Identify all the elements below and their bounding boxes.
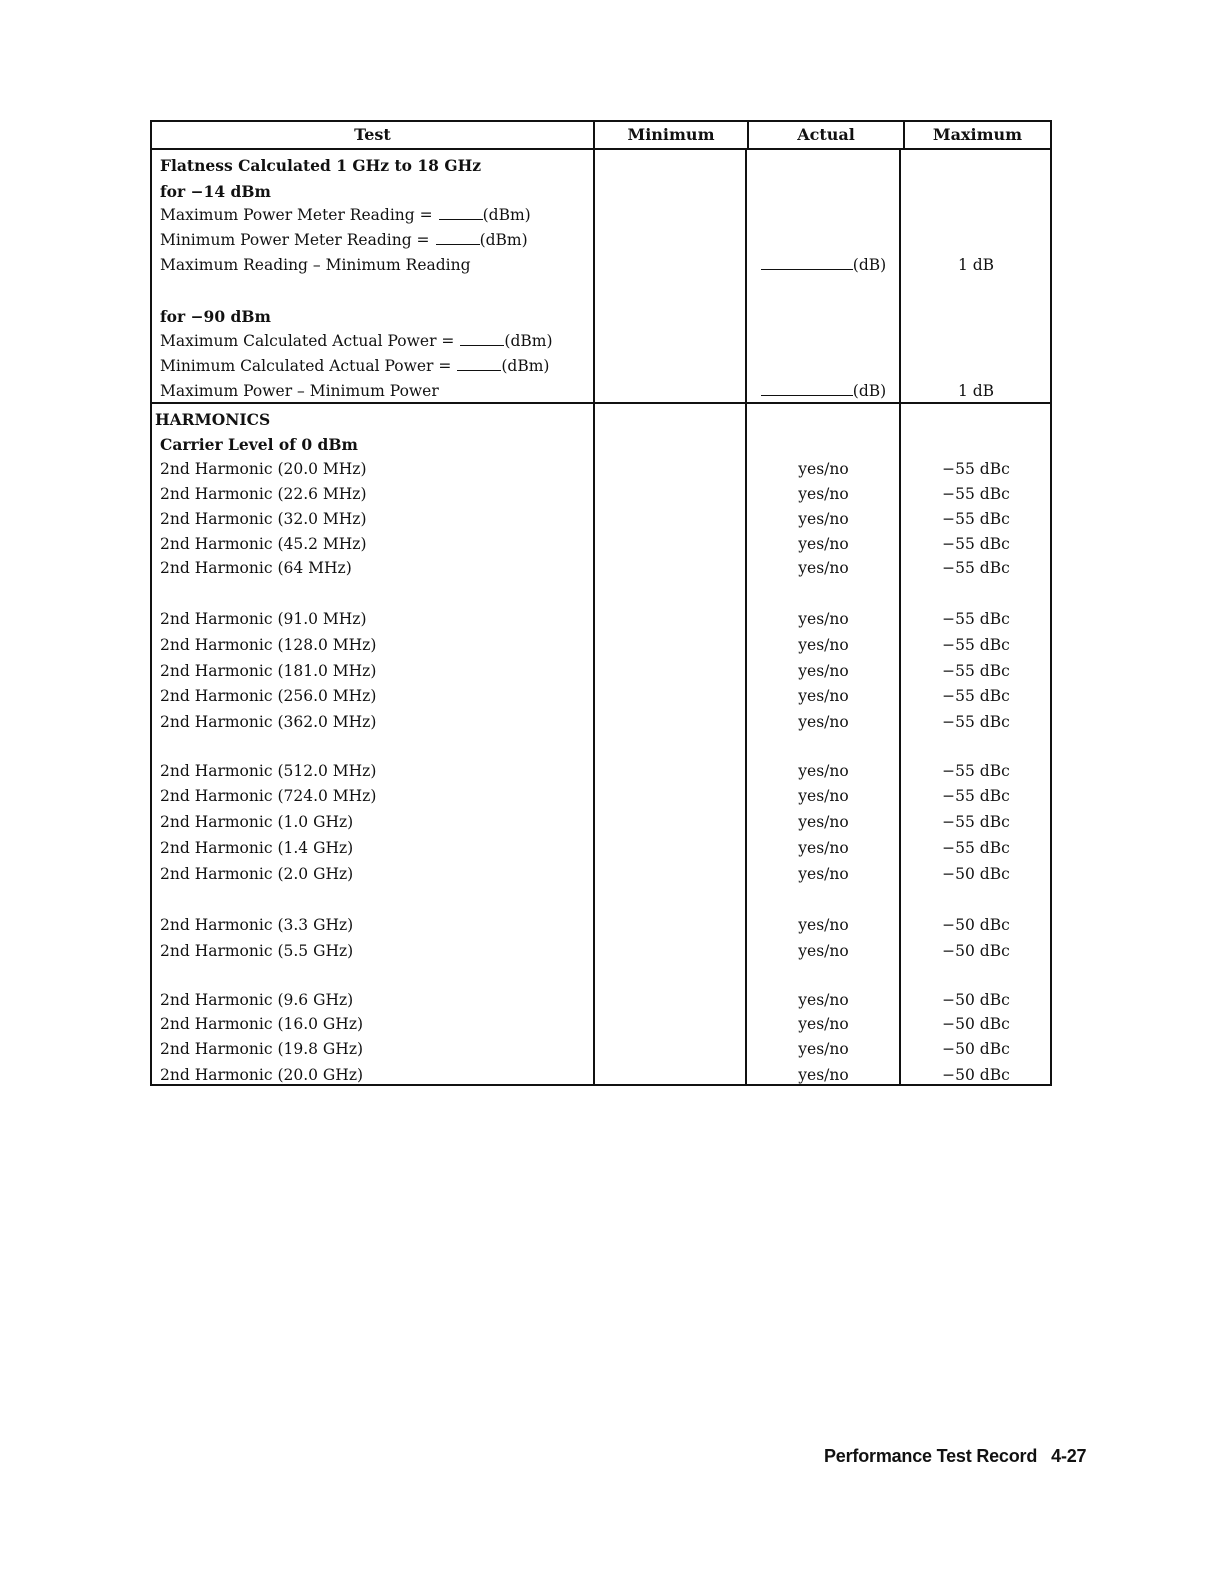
- page-footer: [824, 1446, 1086, 1467]
- harmonic-row: [152, 510, 1050, 532]
- harmonic-row: [152, 687, 1050, 709]
- header-test: Test: [152, 122, 595, 148]
- harmonic-test-label: 2nd Harmonic (16.0 GHz): [160, 1015, 364, 1033]
- harmonic-row: [152, 787, 1050, 809]
- harmonic-max: −55 dBc: [942, 510, 1010, 528]
- harmonic-row: [152, 485, 1050, 507]
- harmonic-max: −55 dBc: [942, 485, 1010, 503]
- harmonic-max: −55 dBc: [942, 787, 1010, 805]
- min-calc-blank[interactable]: [457, 357, 501, 371]
- harmonic-test-label: 2nd Harmonic (19.8 GHz): [160, 1040, 364, 1058]
- harmonic-test-label: 2nd Harmonic (5.5 GHz): [160, 942, 354, 960]
- harmonic-actual[interactable]: yes/no: [798, 485, 849, 503]
- diff1-actual-blank[interactable]: [761, 256, 853, 270]
- harmonic-test-label: 2nd Harmonic (32.0 MHz): [160, 510, 367, 528]
- harmonic-max: −50 dBc: [942, 1066, 1010, 1084]
- flatness-section: [152, 150, 1050, 404]
- harmonic-max: −55 dBc: [942, 559, 1010, 577]
- harmonic-test-label: 2nd Harmonic (1.0 GHz): [160, 813, 354, 831]
- harmonics-title-row: [152, 410, 1050, 432]
- harmonic-actual[interactable]: yes/no: [798, 916, 849, 934]
- harmonic-actual[interactable]: yes/no: [798, 762, 849, 780]
- min-meter-row: [152, 231, 1050, 253]
- harmonic-test-label: 2nd Harmonic (64 MHz): [160, 559, 352, 577]
- harmonic-test-label: 2nd Harmonic (91.0 MHz): [160, 610, 367, 628]
- harmonic-max: −55 dBc: [942, 460, 1010, 478]
- header-actual: Actual: [749, 122, 905, 148]
- diff2-label: Maximum Power – Minimum Power: [160, 382, 439, 400]
- max-calc-label: Maximum Calculated Actual Power =: [160, 332, 455, 350]
- harmonic-test-label: 2nd Harmonic (20.0 MHz): [160, 460, 367, 478]
- harmonic-actual[interactable]: yes/no: [798, 687, 849, 705]
- header-minimum: Minimum: [595, 122, 749, 148]
- harmonic-actual[interactable]: yes/no: [798, 510, 849, 528]
- min-calc-row: [152, 357, 1050, 379]
- max-meter-row: [152, 206, 1050, 228]
- diff1-max: 1 dB: [957, 256, 995, 274]
- harmonic-actual[interactable]: yes/no: [798, 787, 849, 805]
- max-meter-unit: (dBm): [482, 206, 531, 224]
- harmonic-max: −55 dBc: [942, 839, 1010, 857]
- harmonic-max: −55 dBc: [942, 662, 1010, 680]
- diff2-unit: (dB): [852, 382, 887, 400]
- carrier-label: Carrier Level of 0 dBm: [160, 435, 358, 454]
- harmonic-max: −55 dBc: [942, 636, 1010, 654]
- diff2-row: [152, 382, 1050, 404]
- harmonic-row: [152, 942, 1050, 964]
- harmonic-max: −55 dBc: [942, 687, 1010, 705]
- min-meter-blank[interactable]: [436, 231, 480, 245]
- min-meter-label: Minimum Power Meter Reading =: [160, 231, 430, 249]
- harmonic-max: −50 dBc: [942, 991, 1010, 1009]
- page-number: 4-27: [1051, 1446, 1087, 1466]
- harmonic-row: [152, 1015, 1050, 1037]
- harmonic-row: [152, 762, 1050, 784]
- diff1-label: Maximum Reading – Minimum Reading: [160, 256, 471, 274]
- harmonic-actual[interactable]: yes/no: [798, 991, 849, 1009]
- flatness-title: Flatness Calculated 1 GHz to 18 GHz: [160, 156, 482, 175]
- harmonic-max: −55 dBc: [942, 762, 1010, 780]
- harmonic-row: [152, 839, 1050, 861]
- harmonic-test-label: 2nd Harmonic (724.0 MHz): [160, 787, 377, 805]
- harmonic-test-label: 2nd Harmonic (45.2 MHz): [160, 535, 367, 553]
- harmonic-row: [152, 916, 1050, 938]
- flatness-sub1: for −14 dBm: [160, 182, 271, 201]
- harmonic-max: −55 dBc: [942, 813, 1010, 831]
- harmonic-actual[interactable]: yes/no: [798, 1040, 849, 1058]
- max-calc-unit: (dBm): [504, 332, 553, 350]
- harmonic-max: −50 dBc: [942, 1015, 1010, 1033]
- harmonic-actual[interactable]: yes/no: [798, 839, 849, 857]
- min-calc-unit: (dBm): [501, 357, 550, 375]
- harmonic-row: [152, 991, 1050, 1013]
- flatness-sub2-row: [152, 307, 1050, 329]
- carrier-row: [152, 435, 1050, 457]
- harmonic-row: [152, 559, 1050, 581]
- harmonic-max: −50 dBc: [942, 916, 1010, 934]
- harmonic-max: −55 dBc: [942, 535, 1010, 553]
- harmonic-actual[interactable]: yes/no: [798, 460, 849, 478]
- harmonic-row: [152, 1066, 1050, 1088]
- harmonic-max: −55 dBc: [942, 610, 1010, 628]
- flatness-title-row: [152, 156, 1050, 178]
- harmonic-actual[interactable]: yes/no: [798, 813, 849, 831]
- performance-test-table: [150, 120, 1052, 1086]
- harmonic-row: [152, 535, 1050, 557]
- harmonic-actual[interactable]: yes/no: [798, 636, 849, 654]
- harmonic-actual[interactable]: yes/no: [798, 1015, 849, 1033]
- harmonic-test-label: 2nd Harmonic (9.6 GHz): [160, 991, 354, 1009]
- harmonics-section: [152, 404, 1050, 1084]
- harmonic-row: [152, 1040, 1050, 1062]
- harmonic-max: −50 dBc: [942, 865, 1010, 883]
- harmonic-test-label: 2nd Harmonic (20.0 GHz): [160, 1066, 364, 1084]
- harmonic-max: −50 dBc: [942, 942, 1010, 960]
- harmonic-test-label: 2nd Harmonic (22.6 MHz): [160, 485, 367, 503]
- max-meter-blank[interactable]: [439, 206, 483, 220]
- harmonic-actual[interactable]: yes/no: [798, 1066, 849, 1084]
- harmonics-title: HARMONICS: [155, 410, 271, 429]
- harmonic-test-label: 2nd Harmonic (1.4 GHz): [160, 839, 354, 857]
- flatness-sub1-row: [152, 182, 1050, 204]
- max-meter-label: Maximum Power Meter Reading =: [160, 206, 433, 224]
- harmonic-test-label: 2nd Harmonic (362.0 MHz): [160, 713, 377, 731]
- flatness-sub2: for −90 dBm: [160, 307, 271, 326]
- min-meter-unit: (dBm): [479, 231, 528, 249]
- harmonic-test-label: 2nd Harmonic (2.0 GHz): [160, 865, 354, 883]
- harmonic-test-label: 2nd Harmonic (3.3 GHz): [160, 916, 354, 934]
- harmonic-row: [152, 460, 1050, 482]
- harmonic-row: [152, 610, 1050, 632]
- footer-title: Performance Test Record: [824, 1446, 1038, 1466]
- harmonic-actual[interactable]: yes/no: [798, 865, 849, 883]
- harmonic-test-label: 2nd Harmonic (181.0 MHz): [160, 662, 377, 680]
- harmonic-max: −50 dBc: [942, 1040, 1010, 1058]
- header-maximum: Maximum: [932, 125, 1023, 144]
- harmonic-actual[interactable]: yes/no: [798, 559, 849, 577]
- max-calc-row: [152, 332, 1050, 354]
- diff2-actual-blank[interactable]: [761, 382, 853, 396]
- harmonic-row: [152, 813, 1050, 835]
- harmonic-test-label: 2nd Harmonic (128.0 MHz): [160, 636, 377, 654]
- diff2-max: 1 dB: [957, 382, 995, 400]
- harmonic-max: −55 dBc: [942, 713, 1010, 731]
- harmonic-test-label: 2nd Harmonic (512.0 MHz): [160, 762, 377, 780]
- harmonic-row: [152, 636, 1050, 658]
- harmonic-actual[interactable]: yes/no: [798, 610, 849, 628]
- harmonic-test-label: 2nd Harmonic (256.0 MHz): [160, 687, 377, 705]
- min-calc-label: Minimum Calculated Actual Power =: [160, 357, 452, 375]
- harmonic-actual[interactable]: yes/no: [798, 713, 849, 731]
- harmonic-actual[interactable]: yes/no: [798, 942, 849, 960]
- harmonic-row: [152, 662, 1050, 684]
- max-calc-blank[interactable]: [460, 332, 504, 346]
- diff1-unit: (dB): [852, 256, 887, 274]
- diff1-row: [152, 256, 1050, 278]
- harmonic-actual[interactable]: yes/no: [798, 662, 849, 680]
- harmonic-row: [152, 865, 1050, 887]
- table-header: [152, 122, 1050, 150]
- harmonic-actual[interactable]: yes/no: [798, 535, 849, 553]
- harmonic-row: [152, 713, 1050, 735]
